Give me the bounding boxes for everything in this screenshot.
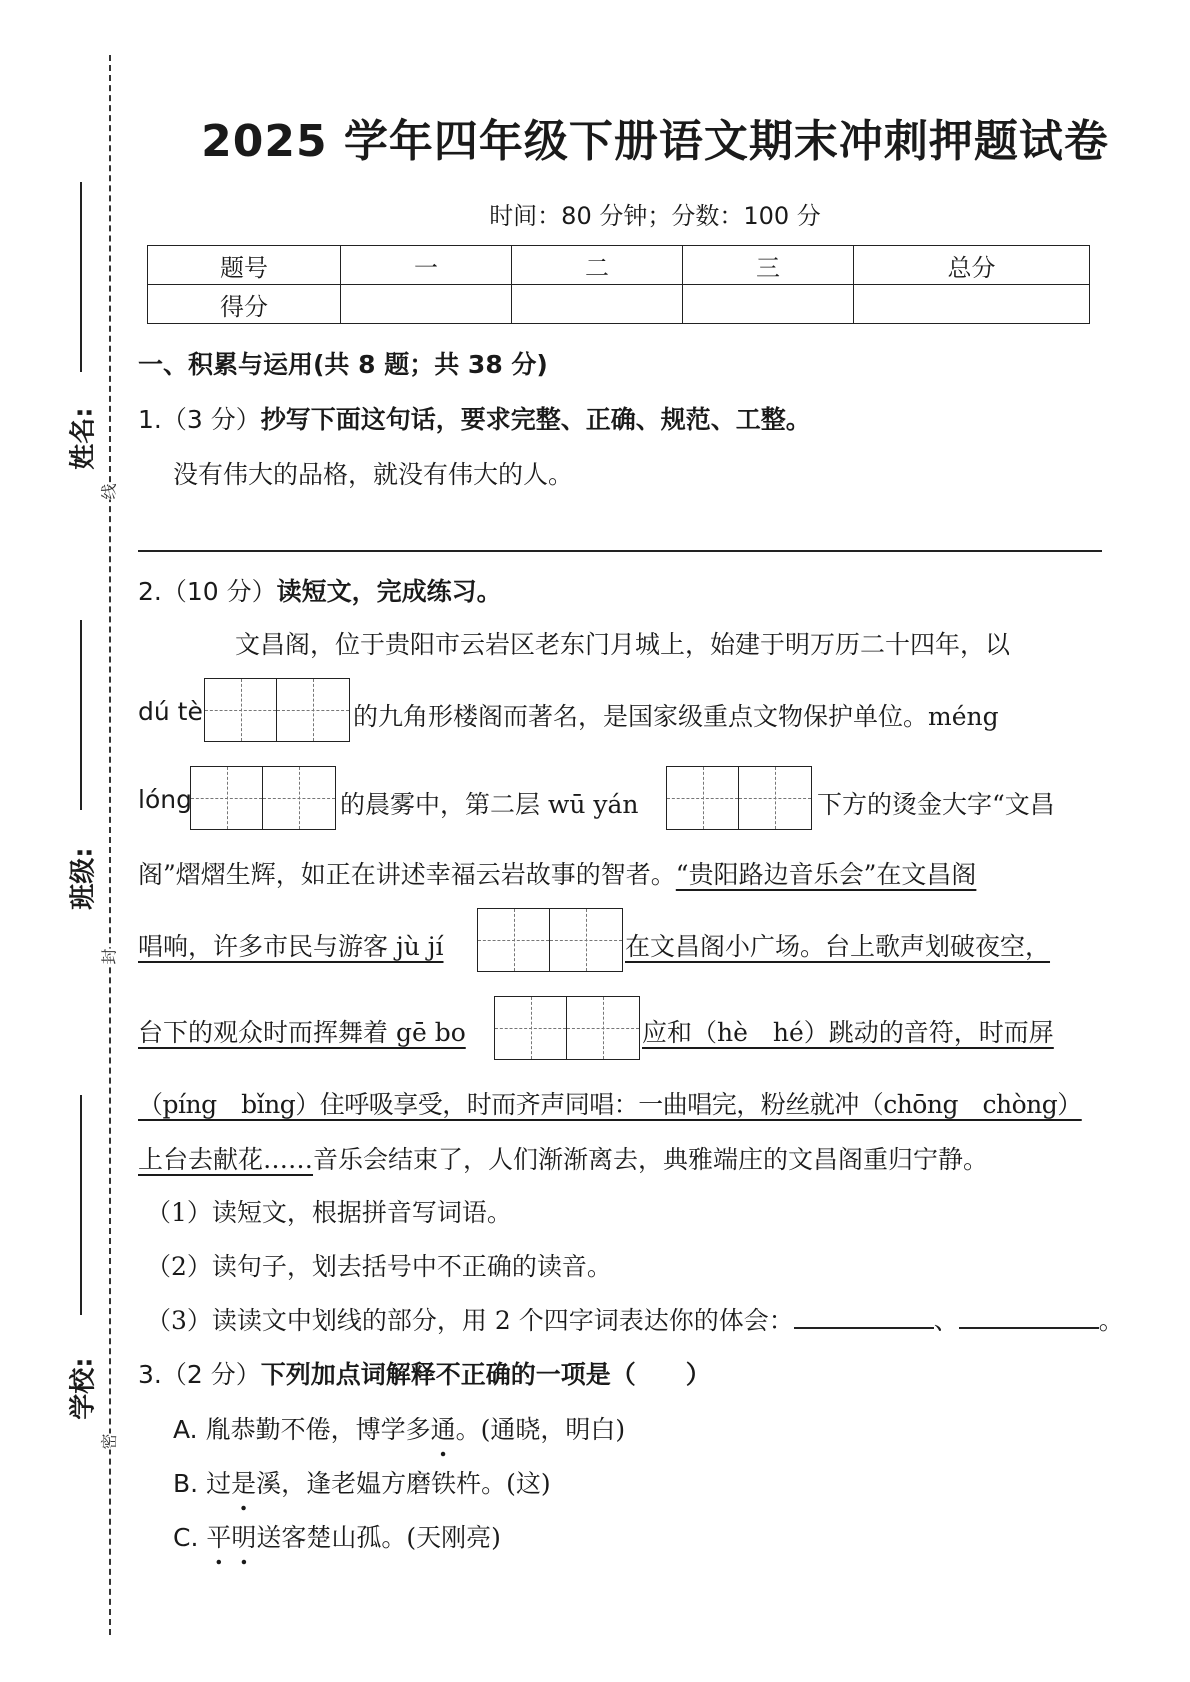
name-write-line xyxy=(80,182,82,372)
sub-question-2: （2）读句子，划去括号中不正确的读音。 xyxy=(146,1252,612,1281)
score-cell[interactable] xyxy=(683,285,854,324)
class-write-line xyxy=(80,620,82,810)
dotted-char: 是 xyxy=(231,1469,257,1498)
sub-question-3-text: （3）读读文中划线的部分，用 2 个四字词表达你的体会： xyxy=(146,1306,794,1335)
dotted-char: 明 xyxy=(231,1523,257,1552)
answer-blank[interactable] xyxy=(794,1307,934,1329)
option-explanation: 溪，逢老媪方磨铁杵。(这) xyxy=(256,1469,551,1498)
answer-blank[interactable] xyxy=(959,1307,1099,1329)
table-row-label: 得分 xyxy=(148,285,341,324)
page-title: 2025 学年四年级下册语文期末冲刺押题试卷 xyxy=(201,116,1109,167)
option-b[interactable] xyxy=(173,1464,551,1500)
tianzige-box-5[interactable] xyxy=(494,996,640,1060)
question-2 xyxy=(138,572,502,608)
pinyin-long: lóng xyxy=(138,785,192,814)
score-cell[interactable] xyxy=(854,285,1090,324)
sub-question-3 xyxy=(146,1301,1124,1337)
table-header-cell: 二 xyxy=(512,246,683,285)
passage-line-5 xyxy=(138,855,976,891)
tianzige-box-1[interactable] xyxy=(204,678,350,742)
option-a[interactable] xyxy=(173,1410,625,1446)
table-row xyxy=(148,285,1090,324)
mi-mark: 密 xyxy=(97,1433,120,1449)
period: 。 xyxy=(1098,1306,1124,1335)
school-write-line xyxy=(80,1095,82,1315)
tianzige-box-2[interactable] xyxy=(190,766,336,830)
question-number: 2.（10 分） xyxy=(138,577,277,606)
score-table xyxy=(147,245,1090,324)
underlined-text: 唱响，许多市民与游客 jù jí xyxy=(138,932,444,961)
question-1 xyxy=(138,400,811,436)
underlined-text: （píng bǐng）住呼吸享受，时而齐声同唱：一曲唱完，粉丝就冲（chōng chòng） xyxy=(138,1090,1082,1119)
option-label: A. xyxy=(173,1415,198,1444)
passage-line-3: 的晨雾中，第二层 wū yán xyxy=(340,790,639,819)
answer-line[interactable] xyxy=(138,550,1102,552)
dotted-char: 平 xyxy=(206,1523,232,1552)
tianzige-box-3[interactable] xyxy=(666,766,812,830)
dotted-char: 通 xyxy=(430,1415,456,1444)
table-header-cell: 总分 xyxy=(854,246,1090,285)
section-heading: 一、积累与运用(共 8 题；共 38 分) xyxy=(138,350,548,379)
name-label: 姓名: xyxy=(68,407,99,470)
pinyin-du-te: dú tè xyxy=(138,697,203,726)
passage-line-1: 文昌阁，位于贵阳市云岩区老东门月城上，始建于明万历二十四年，以 xyxy=(235,630,1011,659)
feng-mark: 封 xyxy=(97,948,120,964)
passage-line-2: 的九角形楼阁而著名，是国家级重点文物保护单位。méng xyxy=(353,702,999,731)
option-label: B. xyxy=(173,1469,199,1498)
question-prompt: 抄写下面这句话，要求完整、正确、规范、工整。 xyxy=(260,405,811,434)
copy-sentence: 没有伟大的品格，就没有伟大的人。 xyxy=(173,460,574,489)
underlined-text: 上台去献花…… xyxy=(138,1145,314,1174)
question-3 xyxy=(138,1355,711,1391)
table-header-cell: 题号 xyxy=(148,246,341,285)
table-row xyxy=(148,246,1090,285)
question-number: 3.（2 分） xyxy=(138,1360,261,1389)
exam-time-score: 时间：80 分钟；分数：100 分 xyxy=(489,202,821,230)
underlined-text: 应和（hè hé）跳动的音符，时而屏 xyxy=(642,1018,1054,1047)
option-label: C. xyxy=(173,1523,199,1552)
option-text: 胤恭勤不倦，博学多 xyxy=(205,1415,431,1444)
option-explanation: 送客楚山孤。(天刚亮) xyxy=(256,1523,501,1552)
tianzige-box-4[interactable] xyxy=(477,908,623,972)
passage-text: 音乐会结束了，人们渐渐离去，典雅端庄的文昌阁重归宁静。 xyxy=(313,1145,989,1174)
score-cell[interactable] xyxy=(341,285,512,324)
option-text: 过 xyxy=(206,1469,232,1498)
score-cell[interactable] xyxy=(512,285,683,324)
class-label: 班级: xyxy=(68,847,99,910)
passage-text: 阁”熠熠生辉，如正在讲述幸福云岩故事的智者。 xyxy=(138,860,676,889)
option-c[interactable] xyxy=(173,1518,501,1554)
question-prompt: 下列加点词解释不正确的一项是（ ） xyxy=(260,1360,711,1389)
separator: 、 xyxy=(933,1306,959,1335)
binding-dashed-line xyxy=(109,55,111,1635)
table-header-cell: 三 xyxy=(683,246,854,285)
passage-line-9 xyxy=(138,1140,988,1176)
sub-question-1: （1）读短文，根据拼音写词语。 xyxy=(146,1198,512,1227)
question-number: 1.（3 分） xyxy=(138,405,261,434)
question-prompt: 读短文，完成练习。 xyxy=(276,577,502,606)
underlined-text: “贵阳路边音乐会”在文昌阁 xyxy=(675,860,977,889)
option-explanation: 。(通晓，明白) xyxy=(455,1415,626,1444)
school-label: 学校: xyxy=(68,1357,99,1420)
underlined-text: 台下的观众时而挥舞着 gē bo xyxy=(138,1018,466,1047)
underlined-text: 在文昌阁小广场。台上歌声划破夜空， xyxy=(625,932,1051,961)
table-header-cell: 一 xyxy=(341,246,512,285)
passage-line-4: 下方的烫金大字“文昌 xyxy=(817,790,1055,819)
xian-mark: 线 xyxy=(97,483,120,499)
